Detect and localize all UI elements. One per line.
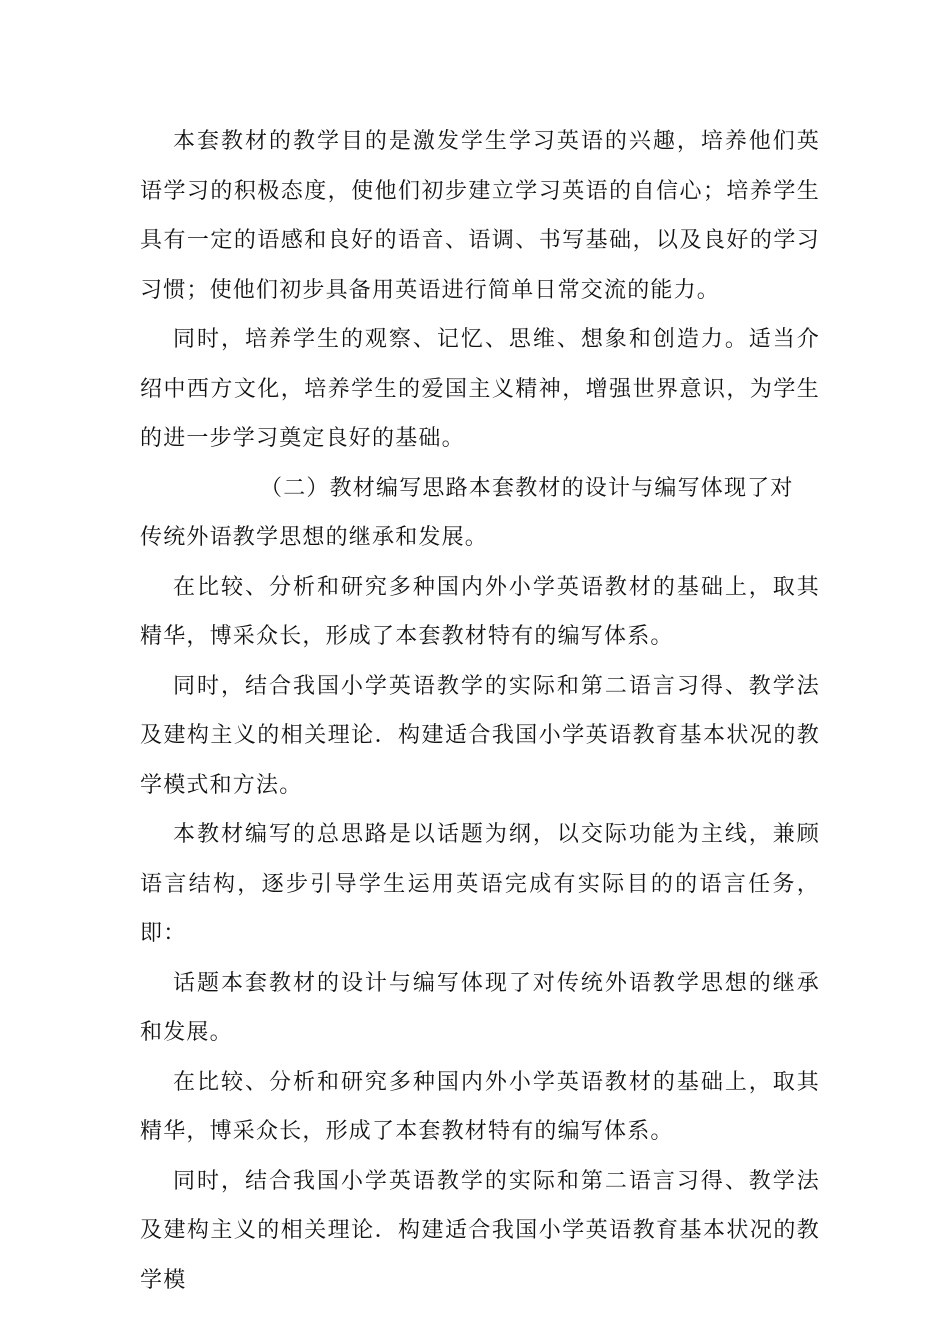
- section-heading: （二）教材编写思路本套教材的设计与编写体现了对: [260, 475, 794, 501]
- paragraph-comparison-repeat: 在比较、分析和研究多种国内外小学英语教材的基础上，取其精华，博采众长，形成了本套教材特有的编写体系。: [140, 1069, 820, 1144]
- paragraph-theory: 同时，结合我国小学英语教学的实际和第二语言习得、教学法及建构主义的相关理论．构建适合我国小学英语教育基本状况的教学模式和方法。: [140, 673, 820, 798]
- paragraph-teaching-goals: 本套教材的教学目的是激发学生学习英语的兴趣，培养他们英语学习的积极态度，使他们初步建立学习英语的自信心；培养学生具有一定的语感和良好的语音、语调、书写基础，以及良好的学习习惯；使他们初步具备用英语进行简单日常交流的能力。: [140, 129, 820, 303]
- paragraph-topic: 话题本套教材的设计与编写体现了对传统外语教学思想的继承和发展。: [140, 970, 820, 1045]
- document-body: [140, 117, 820, 1305]
- paragraph-continuation: 传统外语教学思想的继承和发展。: [140, 525, 489, 550]
- paragraph-theory-repeat: 同时，结合我国小学英语教学的实际和第二语言习得、教学法及建构主义的相关理论．构建适合我国小学英语教育基本状况的教学模: [140, 1168, 820, 1293]
- section-heading-paragraph: [140, 464, 820, 514]
- paragraph-general-idea: 本教材编写的总思路是以话题为纲，以交际功能为主线，兼顾语言结构，逐步引导学生运用英语完成有实际目的的语言任务，即：: [140, 822, 820, 946]
- paragraph-abilities: 同时，培养学生的观察、记忆、思维、想象和创造力。适当介绍中西方文化，培养学生的爱国主义精神，增强世界意识，为学生的进一步学习奠定良好的基础。: [140, 327, 820, 451]
- paragraph-comparison: 在比较、分析和研究多种国内外小学英语教材的基础上，取其精华，博采众长，形成了本套教材特有的编写体系。: [140, 574, 820, 649]
